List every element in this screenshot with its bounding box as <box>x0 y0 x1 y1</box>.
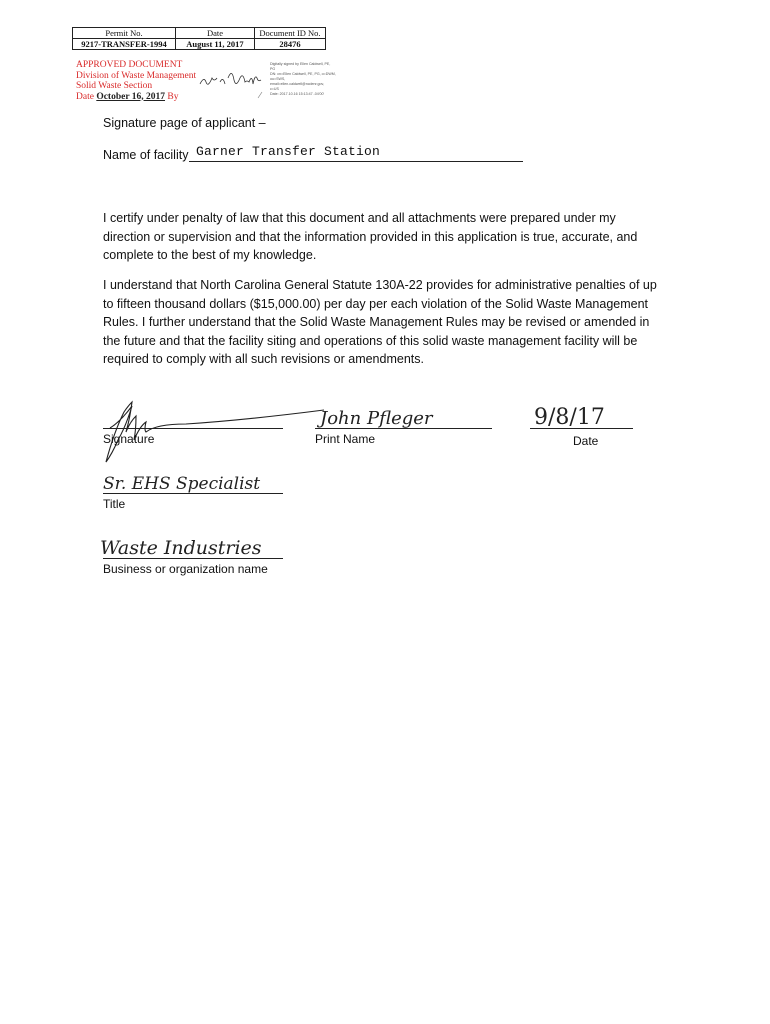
digital-signature-line: c=US <box>270 87 279 91</box>
facility-name-value: Garner Transfer Station <box>196 144 381 159</box>
permit-no-header: Permit No. <box>73 28 176 39</box>
stamp-line: Solid Waste Section <box>76 81 153 91</box>
certification-paragraph: I certify under penalty of law that this document and all attachments were prepared under my direction or supervision and that the information provided in this application is true, accurate, and complete to the best of my knowledge. <box>103 211 638 262</box>
applicant-signature-image <box>92 398 322 464</box>
facility-name-row <box>103 145 523 163</box>
digital-signature-line: email=ellen.caldwell@ncdenr.gov, <box>270 82 325 86</box>
signature-label: Signature <box>103 432 155 446</box>
stamp-date-prefix: Date <box>76 91 94 102</box>
digital-signature-line: Digitally signed by Ellen Caldwell, PE, <box>270 62 331 66</box>
print-name-value: John Pfleger <box>320 408 433 429</box>
print-name-label: Print Name <box>315 432 376 446</box>
organization-value: Waste Industries <box>100 537 262 559</box>
facility-name-underline <box>189 161 523 162</box>
date-label: Date <box>573 434 599 448</box>
date-value: 9/8/17 <box>534 405 605 430</box>
title-value: Sr. EHS Specialist <box>103 474 261 494</box>
document-id-value: 28476 <box>255 39 326 50</box>
digital-signature-line: ou=SWS, <box>270 77 286 81</box>
digital-signature-line: Date: 2017.10.16 15:13:47 -04'00' <box>270 92 325 96</box>
approver-signature-image <box>198 66 268 100</box>
penalty-paragraph: I understand that North Carolina General Statute 130A-22 provides for administrative penalties of up to fifteen thousand dollars ($15,000.00) per day per each violation of the Solid Waste Management Rules. I further understand that the Solid Waste Management Rules may be revised or amended in the future and that the facility siting and operations of this solid waste management facility will be required to comply with all such revisions or amendments. <box>103 278 657 366</box>
permit-no-value: 9217-TRANSFER-1994 <box>73 39 176 50</box>
stamp-date-line <box>76 92 196 103</box>
permit-date-value: August 11, 2017 <box>176 39 255 50</box>
page-heading: Signature page of applicant – <box>103 116 266 130</box>
organization-label: Business or organization name <box>103 562 268 576</box>
title-label: Title <box>103 497 126 511</box>
stamp-date-value: October 16, 2017 <box>96 91 166 102</box>
date-header: Date <box>176 28 255 39</box>
permit-info-table <box>72 27 326 50</box>
digital-signature-line: PG <box>270 67 276 71</box>
approval-stamp <box>76 60 196 102</box>
digital-signature-details <box>270 62 350 97</box>
stamp-by: By <box>167 91 179 102</box>
facility-name-label: Name of facility <box>103 148 189 162</box>
stamp-line: Division of Waste Management <box>76 70 197 81</box>
digital-signature-line: DN: cn=Ellen Caldwell, PE, PG, o=DWM, <box>270 72 336 76</box>
stamp-line: APPROVED DOCUMENT <box>76 60 183 70</box>
document-id-header: Document ID No. <box>255 28 326 39</box>
